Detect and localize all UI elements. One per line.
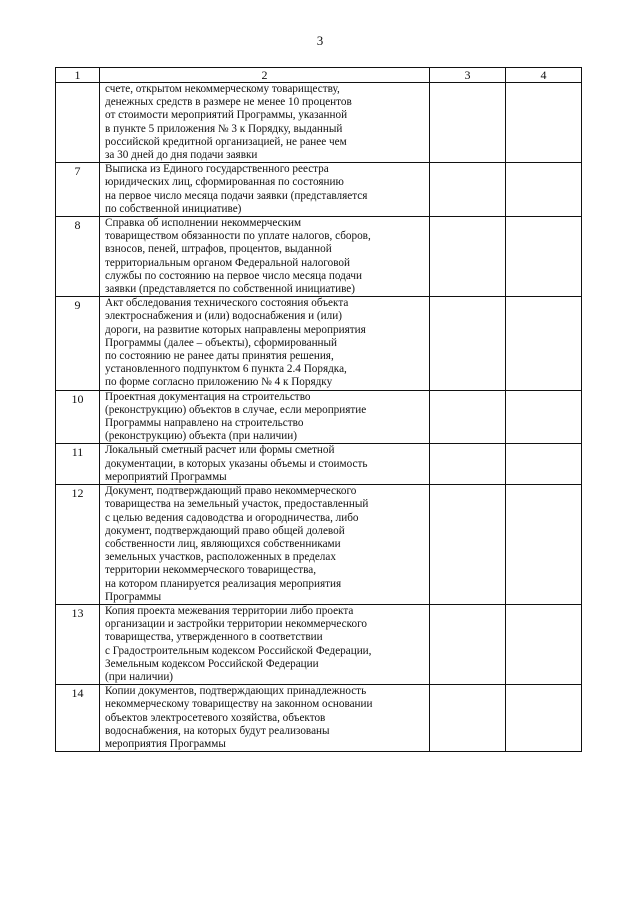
description-line: мероприятий Программы xyxy=(105,470,227,483)
description-line: Акт обследования технического состояния объекта xyxy=(105,297,349,310)
column-3-cell xyxy=(430,485,506,605)
table-row xyxy=(56,444,582,485)
document-description xyxy=(100,444,430,485)
description-line: некоммерческому товариществу на законном основании xyxy=(105,698,373,711)
description-line: документ, подтверждающий право общей долевой xyxy=(105,524,345,537)
column-3-cell xyxy=(430,297,506,390)
description-line: службы по состоянию на первое число месяца подачи xyxy=(105,269,362,282)
description-line: товариществом обязанности по уплате налогов, сборов, xyxy=(105,230,371,243)
description-line: Программы направлено на строительство xyxy=(105,417,304,430)
description-line: объектов электросетевого хозяйства, объектов xyxy=(105,711,326,724)
description-line: (реконструкцию) объектов в случае, если мероприятие xyxy=(105,403,367,416)
column-4-cell xyxy=(506,444,582,485)
description-line: Программы xyxy=(105,590,162,603)
description-line: в пункте 5 приложения № 3 к Порядку, выданный xyxy=(105,122,343,135)
column-3-cell xyxy=(430,217,506,297)
column-4-cell xyxy=(506,217,582,297)
column-4-cell xyxy=(506,297,582,390)
column-3-cell xyxy=(430,685,506,752)
description-line: от стоимости мероприятий Программы, указанной xyxy=(105,109,348,122)
description-line: товарищества, утвержденного в соответствии xyxy=(105,631,323,644)
description-line: Проектная документация на строительство xyxy=(105,390,311,403)
row-number: 13 xyxy=(56,604,100,684)
description-line: юридических лиц, сформированная по состоянию xyxy=(105,176,344,189)
description-line: (реконструкцию) объекта (при наличии) xyxy=(105,430,297,443)
description-line: мероприятия Программы xyxy=(105,737,226,750)
description-line: с Градостроительным кодексом Российской Федерации, xyxy=(105,644,372,657)
description-line: счете, открытом некоммерческому товариществу, xyxy=(105,83,340,95)
description-line: земельных участков, расположенных в пределах xyxy=(105,551,336,564)
column-4-cell xyxy=(506,485,582,605)
description-line: Программы (далее – объекты), сформированный xyxy=(105,336,338,349)
description-line: товарищества на земельный участок, предоставленный xyxy=(105,498,369,511)
row-number: 9 xyxy=(56,297,100,390)
row-number: 7 xyxy=(56,163,100,217)
description-line: Документ, подтверждающий право некоммерческого xyxy=(105,485,357,498)
column-3-cell xyxy=(430,83,506,163)
column-header-4: 4 xyxy=(506,68,582,83)
description-line: установленного подпунктом 6 пункта 2.4 Порядка, xyxy=(105,363,347,376)
description-line: организации и застройки территории некоммерческого xyxy=(105,618,367,631)
description-line: по собственной инициативе) xyxy=(105,202,242,215)
table-row xyxy=(56,604,582,684)
description-line: Выписка из Единого государственного реестра xyxy=(105,163,329,176)
description-line: Земельным кодексом Российской Федерации xyxy=(105,657,319,670)
column-header-1: 1 xyxy=(56,68,100,83)
row-number: 12 xyxy=(56,485,100,605)
description-line: по состоянию не ранее даты принятия решения, xyxy=(105,350,334,363)
column-4-cell xyxy=(506,604,582,684)
description-line: по форме согласно приложению № 4 к Порядку xyxy=(105,376,333,389)
document-description xyxy=(100,390,430,444)
description-line: территориальным органом Федеральной налоговой xyxy=(105,256,350,269)
description-line: Справка об исполнении некоммерческим xyxy=(105,217,302,230)
column-header-2: 2 xyxy=(100,68,430,83)
document-description xyxy=(100,485,430,605)
row-number: 14 xyxy=(56,685,100,752)
description-line: на первое число месяца подачи заявки (представляется xyxy=(105,189,368,202)
description-line: Копия проекта межевания территории либо проекта xyxy=(105,604,354,617)
description-line: Копии документов, подтверждающих принадлежность xyxy=(105,685,367,698)
description-line: территории некоммерческого товарищества, xyxy=(105,564,316,577)
table-row xyxy=(56,297,582,390)
document-description xyxy=(100,217,430,297)
column-3-cell xyxy=(430,163,506,217)
description-line: электроснабжения и (или) водоснабжения и (или) xyxy=(105,310,342,323)
column-4-cell xyxy=(506,685,582,752)
page-number: 3 xyxy=(316,33,324,48)
description-line: (при наличии) xyxy=(105,670,174,683)
table-header-row xyxy=(56,68,582,83)
row-number xyxy=(56,83,100,163)
description-line: за 30 дней до дня подачи заявки xyxy=(105,149,258,162)
row-number: 8 xyxy=(56,217,100,297)
column-header-3: 3 xyxy=(430,68,506,83)
description-line: взносов, пеней, штрафов, процентов, выданной xyxy=(105,243,332,256)
description-line: российской кредитной организацией, не ранее чем xyxy=(105,135,347,148)
description-line: на котором планируется реализация мероприятия xyxy=(105,577,342,590)
table-body xyxy=(56,83,582,752)
document-description xyxy=(100,297,430,390)
table-row xyxy=(56,217,582,297)
column-4-cell xyxy=(506,390,582,444)
description-line: документации, в которых указаны объемы и стоимость xyxy=(105,457,368,470)
row-number: 10 xyxy=(56,390,100,444)
row-number: 11 xyxy=(56,444,100,485)
column-3-cell xyxy=(430,604,506,684)
documents-table xyxy=(55,67,582,752)
description-line: водоснабжения, на которых будут реализованы xyxy=(105,724,330,737)
table-row xyxy=(56,83,582,163)
description-line: заявки (представляется по собственной инициативе) xyxy=(105,283,355,296)
document-description xyxy=(100,163,430,217)
document-description xyxy=(100,685,430,752)
table-row xyxy=(56,485,582,605)
description-line: с целью ведения садоводства и огородничества, либо xyxy=(105,511,359,524)
column-3-cell xyxy=(430,444,506,485)
column-4-cell xyxy=(506,163,582,217)
table-row xyxy=(56,390,582,444)
description-line: собственности лиц, являющихся собственниками xyxy=(105,537,341,550)
document-description xyxy=(100,604,430,684)
column-4-cell xyxy=(506,83,582,163)
column-3-cell xyxy=(430,390,506,444)
description-line: Локальный сметный расчет или формы сметной xyxy=(105,444,335,457)
description-line: дороги, на развитие которых направлены мероприятия xyxy=(105,323,366,336)
description-line: денежных средств в размере не менее 10 процентов xyxy=(105,96,352,109)
table-row xyxy=(56,163,582,217)
table-row xyxy=(56,685,582,752)
document-description xyxy=(100,83,430,163)
